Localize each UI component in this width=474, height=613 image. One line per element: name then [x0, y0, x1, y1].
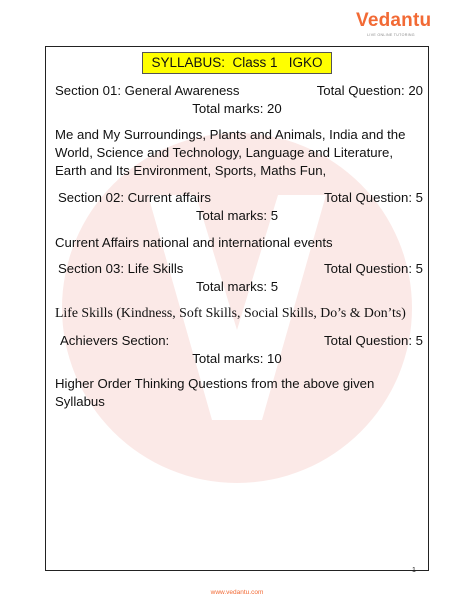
footer-website-link[interactable]: www.vedantu.com [210, 589, 264, 596]
syllabus-title: SYLLABUS: Class 1 IGKO [142, 52, 331, 74]
section-01-questions: Total Question: 20 [316, 83, 423, 98]
section-01-name: Section 01: General Awareness [55, 83, 240, 98]
section-02-marks: Total marks: 5 [195, 208, 279, 223]
achievers-marks: Total marks: 10 [192, 351, 282, 366]
page-number: 1 [412, 567, 416, 574]
section-03-questions: Total Question: 5 [324, 261, 423, 276]
section-03-name: Section 03: Life Skills [58, 261, 184, 276]
achievers-description: Higher Order Thinking Questions from the above given Syllabus [55, 376, 375, 409]
title-container [0, 52, 474, 74]
achievers-name: Achievers Section: [60, 333, 170, 348]
section-02-questions: Total Question: 5 [324, 190, 423, 205]
logo-wordmark: Vedantu [356, 10, 432, 31]
section-01-marks: Total marks: 20 [192, 101, 282, 116]
vedantu-logo [356, 10, 432, 37]
achievers-questions: Total Question: 5 [324, 333, 423, 348]
logo-tagline: LIVE ONLINE TUTORING [367, 33, 415, 37]
section-02-name: Section 02: Current affairs [58, 190, 211, 205]
section-03-description: Life Skills (Kindness, Soft Skills, Social Skills, Do’s & Don’ts) [55, 305, 406, 320]
section-02-description: Current Affairs national and international events [55, 235, 333, 250]
section-03-marks: Total marks: 5 [195, 279, 279, 294]
section-01-description: Me and My Surroundings, Plants and Animals, India and the World, Science and Technology, Language and Literature, Earth and Its Environment, Sports, Maths Fun, [55, 127, 406, 178]
